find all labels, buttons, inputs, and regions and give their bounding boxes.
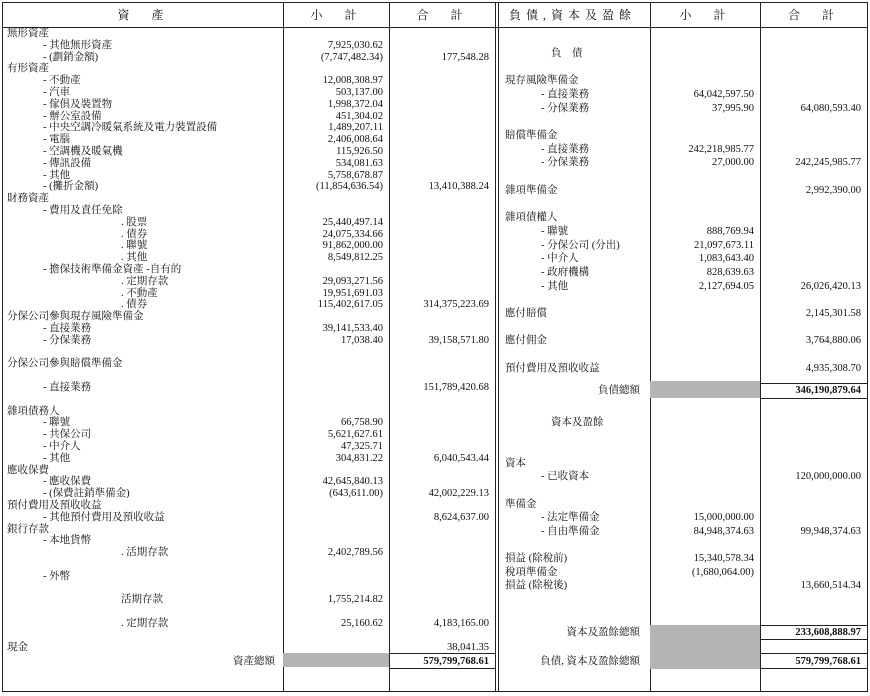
table-row bbox=[501, 280, 650, 293]
subtotal-cell bbox=[650, 348, 760, 361]
total-value: 13,410,388.24 bbox=[428, 181, 489, 193]
total-value: 151,789,420.68 bbox=[423, 382, 489, 393]
column-divider-center bbox=[498, 3, 499, 691]
asset-total-value-cell bbox=[389, 655, 495, 668]
subtotal-cell bbox=[650, 129, 760, 142]
row-label: . 債券 bbox=[121, 228, 148, 240]
row-label: - 聯號 bbox=[43, 417, 71, 429]
subtotal-value: 29,093,271.56 bbox=[322, 275, 383, 287]
subtotal-value: 27,000.00 bbox=[712, 157, 754, 169]
table-row bbox=[501, 566, 650, 579]
total-cell bbox=[760, 252, 867, 265]
total-cell bbox=[760, 102, 867, 115]
row-label: 資本 bbox=[505, 457, 526, 469]
total-value: 38,041.35 bbox=[447, 641, 489, 653]
subtotal-value: 2,402,789.56 bbox=[327, 547, 383, 559]
row-label: 財務資產 bbox=[7, 193, 49, 205]
table-row bbox=[501, 552, 650, 565]
subtotal-value: 115,402,617.05 bbox=[317, 299, 383, 311]
subtotal-cell bbox=[650, 511, 760, 524]
total-rule bbox=[760, 668, 867, 669]
subtotal-cell bbox=[650, 498, 760, 511]
total-cell bbox=[760, 498, 867, 511]
row-label: 無形資產 bbox=[7, 28, 49, 39]
row-label: - 分保業務 bbox=[541, 157, 590, 169]
total-cell bbox=[760, 566, 867, 579]
subtotal-value: 12,008,308.97 bbox=[322, 75, 383, 87]
row-label: 準備金 bbox=[505, 498, 537, 510]
shaded-cell bbox=[650, 381, 760, 398]
row-label: . 股票 bbox=[121, 216, 148, 228]
total-value: 39,158,571.80 bbox=[428, 334, 489, 346]
row-label: - 其他 bbox=[43, 169, 71, 181]
total-cell bbox=[760, 457, 867, 470]
subtotal-value: 42,645,840.13 bbox=[322, 476, 383, 488]
row-label: 分保公司參與賠償準備金 bbox=[7, 358, 123, 370]
row-label: 稅項準備金 bbox=[505, 566, 558, 578]
total-cell bbox=[760, 129, 867, 142]
total-cell bbox=[760, 74, 867, 87]
subtotal-cell bbox=[650, 457, 760, 470]
table-row bbox=[501, 321, 650, 334]
table-row bbox=[501, 416, 650, 429]
total-cell bbox=[760, 293, 867, 306]
table-row bbox=[501, 225, 650, 238]
table-row bbox=[501, 525, 650, 538]
subtotal-cell bbox=[650, 156, 760, 169]
table-row bbox=[501, 470, 650, 483]
subtotal-cell bbox=[650, 60, 760, 73]
row-label: 雜項債務人 bbox=[7, 405, 60, 417]
row-label: - 已收資本 bbox=[541, 471, 590, 483]
row-label: 損益 (除稅前) bbox=[505, 553, 568, 564]
subtotal-cell bbox=[650, 102, 760, 115]
row-label: 活期存款 bbox=[121, 594, 163, 606]
header-liabilities: 負債,資本及盈餘 bbox=[495, 3, 650, 28]
subtotal-value: 1,998,372.04 bbox=[327, 98, 383, 110]
row-label: 賠償準備金 bbox=[505, 129, 558, 141]
subtotal-value: 5,758,678.87 bbox=[327, 169, 383, 181]
subtotal-cell bbox=[650, 211, 760, 224]
row-label: . 債券 bbox=[121, 299, 148, 311]
liab-total-value-cell bbox=[760, 384, 867, 397]
row-label: - 共保公司 bbox=[43, 429, 92, 441]
row-label: - 中介人 bbox=[43, 441, 81, 452]
total-rule bbox=[760, 653, 867, 654]
row-label: 有形資產 bbox=[7, 63, 49, 75]
table-row bbox=[501, 60, 650, 73]
row-label: 雜項債權人 bbox=[505, 212, 558, 224]
subtotal-value: 25,440,497.14 bbox=[322, 216, 383, 228]
subtotal-value: 1,083,643.40 bbox=[698, 253, 754, 265]
liab-total-label: 負債總額 bbox=[598, 385, 640, 396]
total-cell bbox=[760, 579, 867, 592]
row-label: - (攤折金額) bbox=[43, 181, 99, 193]
subtotal-cell bbox=[650, 239, 760, 252]
table-row bbox=[501, 362, 650, 375]
table-row bbox=[501, 579, 650, 592]
row-label: . 不動產 bbox=[121, 287, 158, 299]
total-cell bbox=[760, 443, 867, 456]
total-value: 177,548.28 bbox=[441, 51, 489, 63]
subtotal-cell bbox=[650, 184, 760, 197]
row-label: 現存風險準備金 bbox=[505, 75, 579, 87]
row-label: - 直接業務 bbox=[541, 143, 590, 155]
row-label: - 分保公司 (分出) bbox=[541, 239, 620, 251]
table-row bbox=[501, 143, 650, 156]
table-row bbox=[501, 348, 650, 361]
subtotal-value: 2,127,694.05 bbox=[698, 280, 754, 292]
subtotal-cell bbox=[650, 362, 760, 375]
total-cell bbox=[760, 60, 867, 73]
total-cell bbox=[760, 156, 867, 169]
row-label: 雜項準備金 bbox=[505, 184, 558, 196]
subtotal-value: 64,042,597.50 bbox=[693, 88, 754, 100]
total-cell bbox=[760, 511, 867, 524]
total-value: 2,145,301.58 bbox=[805, 308, 861, 319]
total-value: 26,026,420.13 bbox=[800, 280, 861, 292]
table-row bbox=[501, 33, 650, 46]
table-row bbox=[501, 266, 650, 279]
table-row bbox=[501, 197, 650, 210]
row-label: - 辦公室設備 bbox=[43, 110, 102, 122]
subtotal-value: (643,611.00) bbox=[329, 488, 383, 500]
total-cell bbox=[760, 334, 867, 347]
grand-total-value-cell bbox=[760, 655, 867, 668]
subtotal-cell bbox=[650, 416, 760, 429]
total-cell bbox=[760, 362, 867, 375]
table-row bbox=[501, 211, 650, 224]
row-label: - 自由準備金 bbox=[541, 525, 600, 537]
row-label: - 電腦 bbox=[43, 134, 71, 146]
subtotal-cell bbox=[650, 430, 760, 443]
row-label: - 中介人 bbox=[541, 253, 579, 265]
total-cell bbox=[760, 416, 867, 429]
subtotal-value: 242,218,985.77 bbox=[688, 143, 754, 155]
row-label: - 其他 bbox=[43, 452, 71, 464]
subtotal-value: (1,680,064.00) bbox=[691, 566, 754, 578]
subtotal-value: 24,075,334.66 bbox=[322, 228, 383, 240]
row-label: . 聯號 bbox=[121, 240, 148, 252]
total-rule bbox=[389, 668, 495, 669]
subtotal-cell bbox=[650, 470, 760, 483]
row-label: - 直接業務 bbox=[43, 382, 92, 393]
column-divider-center bbox=[495, 3, 496, 691]
total-cell bbox=[760, 525, 867, 538]
row-label: - 外幣 bbox=[43, 570, 71, 582]
subtotal-cell bbox=[650, 170, 760, 183]
row-label: - 直接業務 bbox=[541, 88, 590, 100]
subtotal-value: 84,948,374.63 bbox=[693, 525, 754, 537]
asset-total-label: 資產總額 bbox=[233, 656, 275, 667]
row-label: 銀行存款 bbox=[7, 523, 49, 535]
subtotal-cell bbox=[650, 33, 760, 46]
subtotal-value: (11,854,636.54) bbox=[316, 181, 383, 193]
total-cell bbox=[760, 538, 867, 551]
table-row bbox=[501, 170, 650, 183]
total-value: 314,375,223.69 bbox=[423, 299, 489, 311]
total-cell bbox=[760, 88, 867, 101]
total-value: 3,764,880.06 bbox=[805, 335, 861, 347]
total-cell bbox=[760, 225, 867, 238]
row-label: - 政府機構 bbox=[541, 266, 590, 278]
total-cell bbox=[760, 143, 867, 156]
table-row bbox=[501, 484, 650, 497]
table-row bbox=[501, 184, 650, 197]
subtotal-value: 15,340,578.34 bbox=[693, 553, 754, 564]
table-row bbox=[501, 430, 650, 443]
total-value: 64,080,593.40 bbox=[800, 102, 861, 114]
total-rule bbox=[760, 639, 867, 640]
table-row bbox=[501, 498, 650, 511]
subtotal-value: 828,639.63 bbox=[706, 266, 754, 278]
total-value: 242,245,985.77 bbox=[795, 157, 861, 169]
subtotal-value: 25,160.62 bbox=[341, 618, 383, 629]
total-rule bbox=[760, 398, 867, 399]
row-label: - 不動產 bbox=[43, 75, 81, 87]
row-label: . 定期存款 bbox=[121, 275, 169, 287]
row-label: - 直接業務 bbox=[43, 323, 92, 334]
subtotal-value: 115,926.50 bbox=[336, 146, 383, 157]
total-cell bbox=[760, 184, 867, 197]
row-label: 預付費用及預收收益 bbox=[7, 500, 102, 511]
equity-total-value-cell bbox=[760, 626, 867, 639]
total-cell bbox=[760, 280, 867, 293]
subtotal-cell bbox=[650, 443, 760, 456]
table-row bbox=[501, 129, 650, 142]
subtotal-value: 37,995.90 bbox=[712, 102, 754, 114]
total-cell bbox=[760, 484, 867, 497]
total-cell bbox=[760, 348, 867, 361]
grand-total-value: 579,799,768.61 bbox=[795, 656, 861, 667]
total-cell bbox=[760, 197, 867, 210]
subtotal-cell bbox=[650, 252, 760, 265]
row-label: - 汽車 bbox=[43, 87, 71, 98]
equity-total-label: 資本及盈餘總額 bbox=[566, 627, 640, 638]
subtotal-cell bbox=[650, 197, 760, 210]
subtotal-value: 19,951,691.03 bbox=[322, 287, 383, 299]
row-label: - (保費註銷準備金) bbox=[43, 488, 130, 500]
subtotal-cell bbox=[650, 280, 760, 293]
row-label: - 其他 bbox=[541, 280, 569, 292]
subtotal-value: 15,000,000.00 bbox=[693, 512, 754, 524]
row-label: - 傢俱及裝置物 bbox=[43, 98, 113, 110]
balance-sheet bbox=[2, 2, 868, 692]
row-label: - 法定準備金 bbox=[541, 512, 600, 524]
subtotal-value: 451,304.02 bbox=[335, 110, 383, 122]
subtotal-value: 7,925,030.62 bbox=[327, 39, 383, 51]
subtotal-cell bbox=[650, 566, 760, 579]
row-label: - 中央空調冷暖氣系統及電力裝置設備 bbox=[43, 122, 218, 134]
row-label: - 其他無形資產 bbox=[43, 39, 113, 51]
row-label: 分保公司參與現存風險準備金 bbox=[7, 311, 144, 323]
grand-total-label: 負債, 資本及盈餘總額 bbox=[540, 656, 640, 667]
subtotal-value: 503,137.00 bbox=[335, 87, 383, 98]
subtotal-value: (7,747,482.34) bbox=[320, 51, 383, 63]
subtotal-cell bbox=[650, 225, 760, 238]
subtotal-cell bbox=[650, 307, 760, 320]
subtotal-cell bbox=[650, 115, 760, 128]
table-row bbox=[501, 88, 650, 101]
row-label: - 本地貨幣 bbox=[43, 535, 92, 547]
subtotal-value: 91,862,000.00 bbox=[322, 240, 383, 252]
total-cell bbox=[760, 430, 867, 443]
total-cell bbox=[760, 239, 867, 252]
subtotal-value: 8,549,812.25 bbox=[327, 252, 383, 264]
row-label: . 其他 bbox=[121, 252, 148, 264]
shaded-cell bbox=[283, 653, 389, 667]
subtotal-cell bbox=[650, 579, 760, 592]
total-value: 2,992,390.00 bbox=[805, 184, 861, 196]
row-label: 應收保費 bbox=[7, 464, 49, 476]
row-label: - 應收保費 bbox=[43, 476, 92, 488]
row-label: - 其他預付費用及預收收益 bbox=[43, 511, 165, 523]
total-cell bbox=[760, 552, 867, 565]
header-total-right: 合 計 bbox=[760, 3, 867, 28]
subtotal-value: 534,081.63 bbox=[335, 157, 383, 169]
table-row bbox=[501, 538, 650, 551]
header-subtotal-right: 小 計 bbox=[650, 3, 760, 28]
subtotal-value: 304,831.22 bbox=[335, 452, 383, 464]
row-label: . 活期存款 bbox=[121, 547, 169, 559]
row-label: - 分保業務 bbox=[541, 102, 590, 114]
header-subtotal: 小 計 bbox=[283, 3, 389, 28]
asset-total-row bbox=[3, 655, 283, 668]
table-row bbox=[501, 443, 650, 456]
subtotal-value: 888,769.94 bbox=[706, 225, 754, 237]
total-value: 4,935,308.70 bbox=[805, 362, 861, 374]
table-row bbox=[501, 239, 650, 252]
total-cell bbox=[760, 47, 867, 60]
row-label: 損益 (除稅後) bbox=[505, 580, 568, 592]
subtotal-cell bbox=[650, 484, 760, 497]
subtotal-cell bbox=[650, 74, 760, 87]
total-cell bbox=[760, 470, 867, 483]
liab-total-row bbox=[498, 384, 650, 397]
total-cell bbox=[760, 307, 867, 320]
subtotal-value: 5,621,627.61 bbox=[327, 429, 383, 441]
total-cell bbox=[760, 33, 867, 46]
row-label: 資本及盈餘 bbox=[551, 417, 604, 428]
row-label: 應付賠償 bbox=[505, 308, 547, 319]
table-row bbox=[501, 115, 650, 128]
subtotal-cell bbox=[283, 641, 389, 654]
total-value: 4,183,165.00 bbox=[433, 618, 489, 629]
row-label: 應付佣金 bbox=[505, 335, 547, 347]
equity-total-value: 233,608,888.97 bbox=[795, 627, 861, 638]
row-label: 現金 bbox=[7, 641, 28, 653]
header-total: 合 計 bbox=[389, 3, 495, 28]
subtotal-value: 17,038.40 bbox=[341, 334, 383, 346]
subtotal-cell bbox=[650, 334, 760, 347]
total-cell bbox=[760, 211, 867, 224]
row-label: . 定期存款 bbox=[121, 618, 169, 629]
total-value: 42,002,229.13 bbox=[428, 488, 489, 500]
row-label: - (劃銷金額) bbox=[43, 51, 99, 63]
row-label: 預付費用及預收收益 bbox=[505, 362, 600, 374]
subtotal-cell bbox=[650, 88, 760, 101]
equity-total-row bbox=[498, 626, 650, 639]
shaded-cell bbox=[650, 625, 760, 669]
table-row bbox=[501, 307, 650, 320]
total-value: 120,000,000.00 bbox=[795, 471, 861, 483]
table-row bbox=[3, 641, 283, 654]
table-row bbox=[501, 293, 650, 306]
row-label: - 分保業務 bbox=[43, 334, 92, 346]
subtotal-value: 1,755,214.82 bbox=[327, 594, 383, 606]
subtotal-cell bbox=[650, 321, 760, 334]
total-cell bbox=[760, 170, 867, 183]
total-value: 99,948,374.63 bbox=[800, 525, 861, 537]
subtotal-value: 66,758.90 bbox=[341, 417, 383, 429]
row-label: - 費用及責任免除 bbox=[43, 205, 123, 216]
row-label: - 傳訊設備 bbox=[43, 157, 92, 169]
liab-total-value: 346,190,879.64 bbox=[795, 385, 861, 396]
subtotal-value: 2,406,008.64 bbox=[327, 134, 383, 146]
subtotal-cell bbox=[650, 552, 760, 565]
total-cell bbox=[760, 115, 867, 128]
subtotal-cell bbox=[650, 525, 760, 538]
table-row bbox=[501, 102, 650, 115]
table-row bbox=[501, 334, 650, 347]
table-row bbox=[501, 156, 650, 169]
subtotal-value: 21,097,673.11 bbox=[694, 239, 754, 251]
subtotal-value: 1,489,207.11 bbox=[328, 122, 383, 134]
total-cell bbox=[760, 321, 867, 334]
row-label: - 空調機及暖氣機 bbox=[43, 146, 123, 157]
subtotal-cell bbox=[650, 47, 760, 60]
subtotal-cell bbox=[650, 538, 760, 551]
total-cell bbox=[760, 266, 867, 279]
subtotal-cell bbox=[650, 293, 760, 306]
table-row bbox=[501, 74, 650, 87]
table-row bbox=[501, 47, 650, 60]
table-row bbox=[501, 252, 650, 265]
row-label: 負 債 bbox=[551, 47, 583, 59]
total-value: 6,040,543.44 bbox=[433, 452, 489, 464]
asset-total-value: 579,799,768.61 bbox=[423, 656, 489, 667]
total-value: 13,660,514.34 bbox=[800, 580, 861, 592]
subtotal-cell bbox=[650, 266, 760, 279]
row-label: - 擔保技術準備金資產 -自有的 bbox=[43, 264, 182, 275]
subtotal-value: 39,141,533.40 bbox=[322, 323, 383, 334]
row-label: - 聯號 bbox=[541, 225, 569, 237]
grand-total-row bbox=[498, 655, 650, 668]
header-assets: 資 產 bbox=[3, 3, 283, 28]
subtotal-cell bbox=[650, 143, 760, 156]
table-row bbox=[501, 511, 650, 524]
subtotal-value: 47,325.71 bbox=[341, 441, 383, 452]
total-cell bbox=[389, 641, 495, 654]
table-row bbox=[501, 457, 650, 470]
total-value: 8,624,637.00 bbox=[433, 511, 489, 523]
